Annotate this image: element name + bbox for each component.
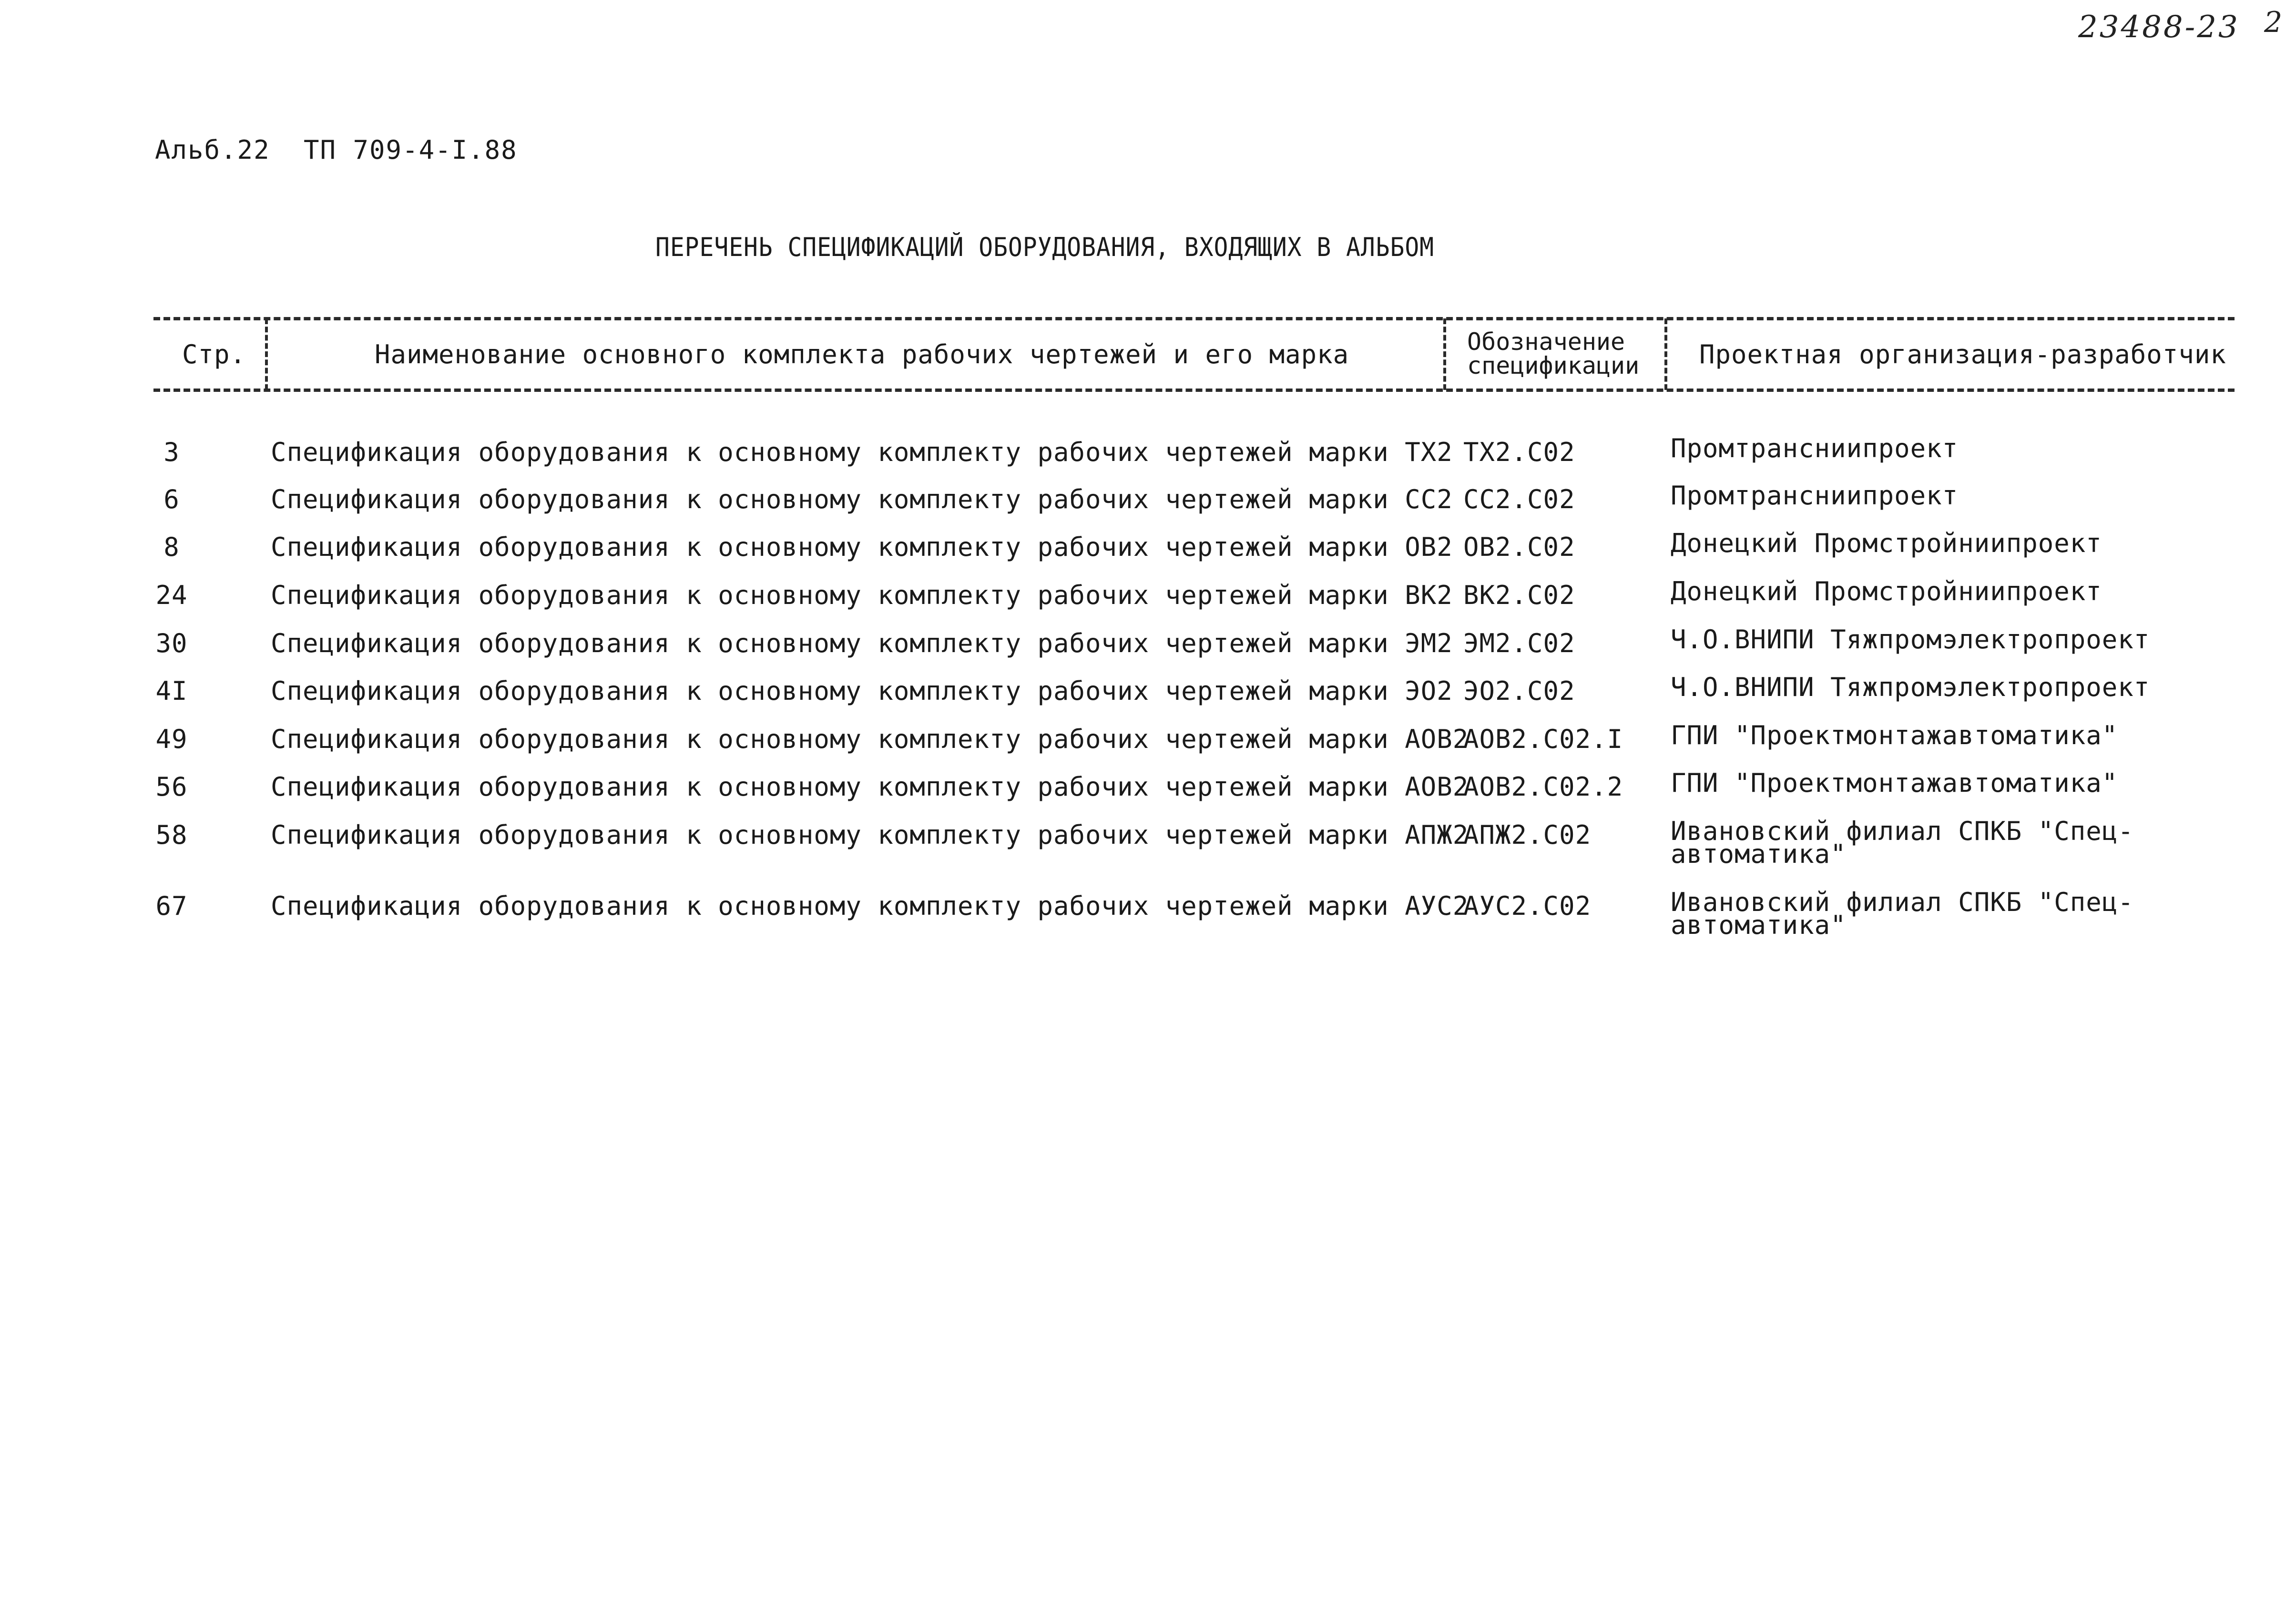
table-top-rule <box>153 317 2235 320</box>
row-page: 24 <box>155 580 188 610</box>
sheet-number: 2 <box>2264 6 2285 39</box>
project-code: ТП 709-4-I.88 <box>304 135 518 165</box>
album-label: Альб.22 <box>155 135 270 165</box>
row-name: Спецификация оборудования к основному комплекту рабочих чертежей марки ЭО2 <box>271 676 1453 706</box>
row-code: ЭО2.С02 <box>1463 676 1575 706</box>
archive-number: 23488-23 <box>2078 10 2240 45</box>
row-code: АПЖ2.С02 <box>1463 820 1592 850</box>
row-org: ГПИ "Проектмонтажавтоматика" <box>1671 720 2118 750</box>
row-code: АУС2.С02 <box>1463 891 1592 921</box>
row-code: ВК2.С02 <box>1463 580 1575 610</box>
row-org: Ч.О.ВНИПИ Тяжпромэлектропроект <box>1671 624 2150 655</box>
table-row <box>0 887 2296 953</box>
row-org: Ивановский филиал СПКБ "Спец- автоматика" <box>1671 816 2134 869</box>
row-code: ТХ2.С02 <box>1463 437 1575 467</box>
row-org: Донецкий Промстройниипроект <box>1671 528 2102 558</box>
row-page: 3 <box>163 437 180 467</box>
row-name: Спецификация оборудования к основному комплекту рабочих чертежей марки ТХ2 <box>271 437 1453 467</box>
row-code: СС2.С02 <box>1463 484 1575 514</box>
col-separator-3 <box>1664 318 1667 390</box>
column-header-page: Стр. <box>182 339 246 369</box>
row-page: 4I <box>155 676 188 706</box>
row-page: 56 <box>155 772 188 802</box>
row-org: Ч.О.ВНИПИ Тяжпромэлектропроект <box>1671 672 2150 702</box>
column-header-org: Проектная организация-разработчик <box>1699 339 2226 369</box>
row-org: Донецкий Промстройниипроект <box>1671 576 2102 606</box>
table-row <box>0 816 2296 882</box>
row-name: Спецификация оборудования к основному комплекту рабочих чертежей марки ВК2 <box>271 580 1453 610</box>
row-code: ОВ2.С02 <box>1463 532 1575 562</box>
column-header-name: Наименование основного комплекта рабочих чертежей и его марка <box>375 339 1349 369</box>
row-page: 6 <box>163 484 180 514</box>
row-name: Спецификация оборудования к основному комплекту рабочих чертежей марки ЭМ2 <box>271 628 1453 658</box>
col-separator-2 <box>1443 318 1446 390</box>
row-name: Спецификация оборудования к основному комплекту рабочих чертежей марки АОВ2 <box>271 724 1469 754</box>
row-name: Спецификация оборудования к основному комплекту рабочих чертежей марки ОВ2 <box>271 532 1453 562</box>
row-code: АОВ2.С02.2 <box>1463 772 1623 802</box>
page-title: ПЕРЕЧЕНЬ СПЕЦИФИКАЦИЙ ОБОРУДОВАНИЯ, ВХОДЯЩИХ В АЛЬБОМ <box>655 232 1434 262</box>
row-name: Спецификация оборудования к основному комплекту рабочих чертежей марки АПЖ2 <box>271 820 1469 850</box>
row-org: Промтрансниипроект <box>1671 481 1959 511</box>
row-name: Спецификация оборудования к основному комплекту рабочих чертежей марки СС2 <box>271 484 1453 514</box>
row-name: Спецификация оборудования к основному комплекту рабочих чертежей марки АОВ2 <box>271 772 1469 802</box>
row-page: 30 <box>155 628 188 658</box>
row-page: 8 <box>163 532 180 562</box>
row-org: Промтрансниипроект <box>1671 433 1959 463</box>
row-page: 58 <box>155 820 188 850</box>
row-name: Спецификация оборудования к основному комплекту рабочих чертежей марки АУС2 <box>271 891 1469 921</box>
row-code: ЭМ2.С02 <box>1463 628 1575 658</box>
row-org: ГПИ "Проектмонтажавтоматика" <box>1671 768 2118 798</box>
row-page: 49 <box>155 724 188 754</box>
column-header-code-line2: спецификации <box>1467 352 1640 379</box>
table-header-bottom-rule <box>153 389 2235 392</box>
column-header-code <box>1467 330 1639 378</box>
row-page: 67 <box>155 891 188 921</box>
column-header-code-line1: Обозначение <box>1467 328 1625 356</box>
col-separator-1 <box>265 318 268 390</box>
row-org: Ивановский филиал СПКБ "Спец- автоматика" <box>1671 887 2134 940</box>
row-code: АОВ2.С02.I <box>1463 724 1623 754</box>
